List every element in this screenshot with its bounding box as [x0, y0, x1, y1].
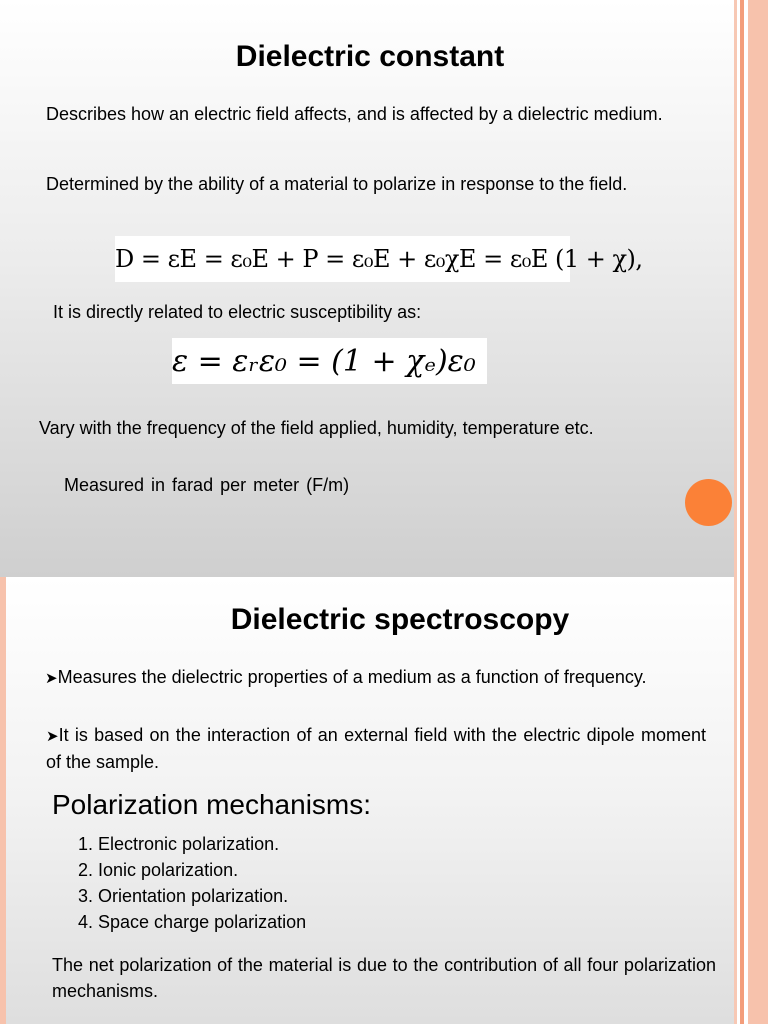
decorative-stripe [748, 0, 768, 577]
arrow-bullet-icon: ➤ [45, 669, 58, 687]
description-paragraph: Describes how an electric field affects, and is affected by a dielectric medium. [46, 104, 663, 124]
equation-text: D = εE = ε₀E + P = ε₀E + ε₀χE = ε₀E (1 + χ), [115, 245, 643, 273]
slide-title: Dielectric constant [235, 40, 505, 73]
list-item: 2. Ionic polarization. [78, 860, 239, 880]
list-item: 4. Space charge polarization [78, 912, 307, 932]
decorative-stripe [748, 577, 768, 1024]
bullet-text: Measures the dielectric properties of a medium as a function of frequency. [57, 667, 647, 687]
bullet-text: It is based on the interaction of an external field with the electric dipole moment of the sample. [46, 725, 706, 772]
susceptibility-paragraph: It is directly related to electric susceptibility as: [53, 302, 422, 322]
bullet-item [46, 722, 706, 775]
polarization-subtitle: Polarization mechanisms: [52, 789, 372, 820]
equation-text: ε = εᵣε₀ = (1 + χₑ)ε₀ [172, 343, 476, 379]
displacement-equation [115, 236, 643, 282]
mechanism-list [78, 831, 306, 935]
arrow-bullet-icon: ➤ [46, 727, 59, 745]
list-item: 3. Orientation polarization. [78, 886, 289, 906]
units-paragraph: Measured in farad per meter (F/m) [64, 475, 350, 495]
orange-circle-decoration [685, 479, 732, 526]
list-item: 1. Electronic polarization. [78, 834, 280, 854]
frequency-paragraph: Vary with the frequency of the field applied, humidity, temperature etc. [39, 418, 594, 438]
slide-title: Dielectric spectroscopy [230, 603, 570, 636]
slide-dielectric-spectroscopy [0, 577, 768, 1024]
bullet-item [45, 664, 709, 691]
permittivity-equation [172, 338, 487, 384]
conclusion-paragraph: The net polarization of the material is due to the contribution of all four polarization mechanisms. [52, 955, 716, 1001]
decorative-left-bar [0, 577, 6, 1024]
polarize-paragraph: Determined by the ability of a material to polarize in response to the field. [46, 174, 628, 194]
